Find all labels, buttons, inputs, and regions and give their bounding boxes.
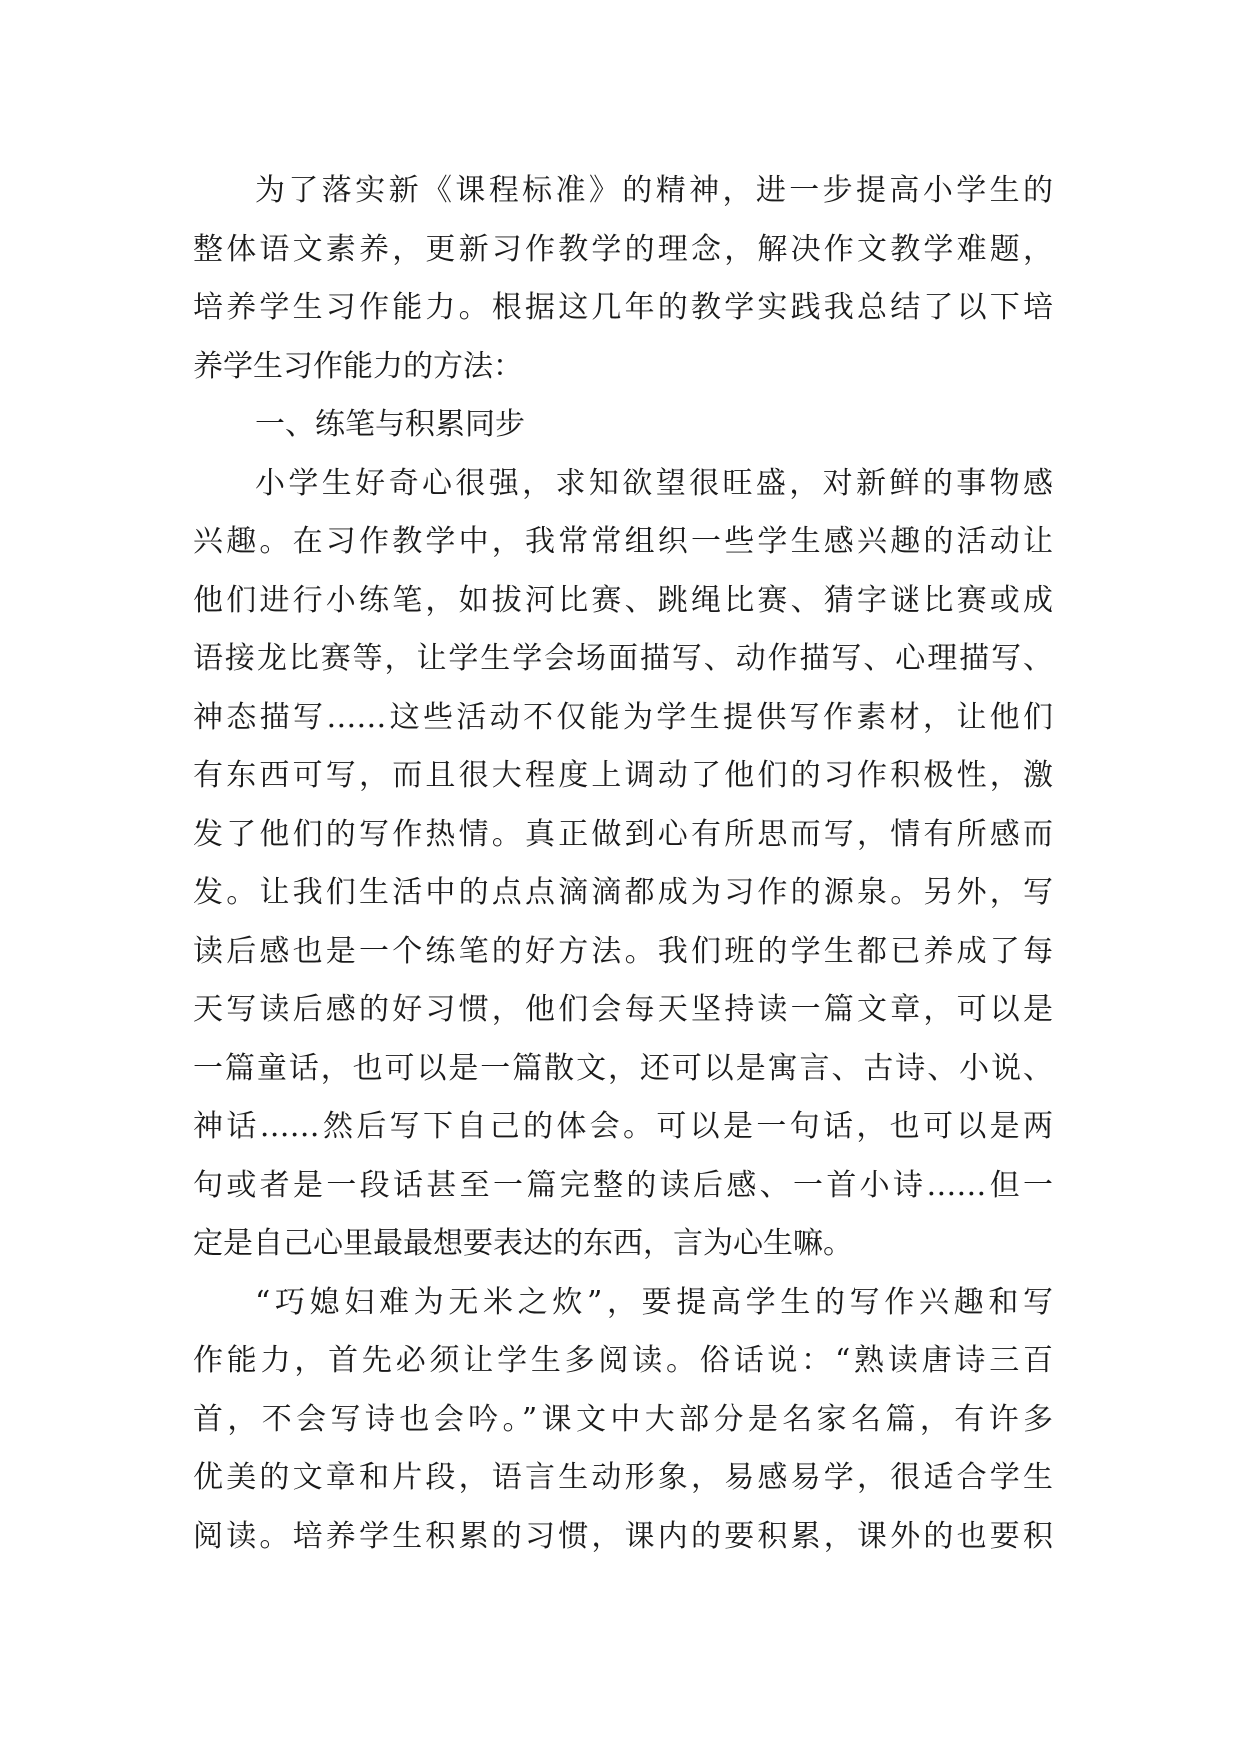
text-line: 整体语文素养，更新习作教学的理念，解决作文教学难题， bbox=[193, 231, 1053, 267]
text-line: 天写读后感的好习惯，他们会每天坚持读一篇文章，可以是 bbox=[193, 992, 1053, 1027]
text-line: 他们进行小练笔，如拔河比赛、跳绳比赛、猜字谜比赛或成 bbox=[193, 582, 1053, 618]
text-line: 神态描写……这些活动不仅能为学生提供写作素材，让他们 bbox=[193, 699, 1053, 735]
text-line: 有东西可写，而且很大程度上调动了他们的习作积极性，激 bbox=[193, 758, 1053, 793]
text-line: 首，不会写诗也会吟。”课文中大部分是名家名篇，有许多 bbox=[193, 1401, 1053, 1437]
text-line: 小学生好奇心很强，求知欲望很旺盛，对新鲜的事物感 bbox=[255, 465, 1053, 501]
text-line: 定是自己心里最最想要表达的东西，言为心生嘛。 bbox=[193, 1226, 853, 1261]
text-line: 语接龙比赛等，让学生学会场面描写、动作描写、心理描写、 bbox=[193, 641, 1053, 676]
text-line: 阅读。培养学生积累的习惯，课内的要积累，课外的也要积 bbox=[193, 1518, 1053, 1554]
text-line: 为了落实新《课程标准》的精神，进一步提高小学生的 bbox=[255, 173, 1053, 208]
text-line: 发了他们的写作热情。真正做到心有所思而写，情有所感而 bbox=[193, 816, 1053, 852]
document-body bbox=[193, 162, 1053, 1566]
text-line: 作能力，首先必须让学生多阅读。俗话说：“熟读唐诗三百 bbox=[193, 1343, 1053, 1378]
text-line: 神话……然后写下自己的体会。可以是一句话，也可以是两 bbox=[193, 1109, 1053, 1144]
text-line: 一篇童话，也可以是一篇散文，还可以是寓言、古诗、小说、 bbox=[193, 1050, 1053, 1086]
text-line: 读后感也是一个练笔的好方法。我们班的学生都已养成了每 bbox=[193, 933, 1053, 969]
text-line: 养学生习作能力的方法： bbox=[193, 348, 523, 384]
text-line: 句或者是一段话甚至一篇完整的读后感、一首小诗……但一 bbox=[193, 1167, 1053, 1203]
text-line: 发。让我们生活中的点点滴滴都成为习作的源泉。另外，写 bbox=[193, 875, 1053, 910]
text-line: “巧媳妇难为无米之炊”，要提高学生的写作兴趣和写 bbox=[255, 1284, 1053, 1320]
text-line: 优美的文章和片段，语言生动形象，易感易学，很适合学生 bbox=[193, 1460, 1053, 1495]
text-line: 培养学生习作能力。根据这几年的教学实践我总结了以下培 bbox=[193, 290, 1053, 325]
text-line: 一、练笔与积累同步 bbox=[255, 407, 525, 442]
text-line: 兴趣。在习作教学中，我常常组织一些学生感兴趣的活动让 bbox=[193, 524, 1053, 559]
